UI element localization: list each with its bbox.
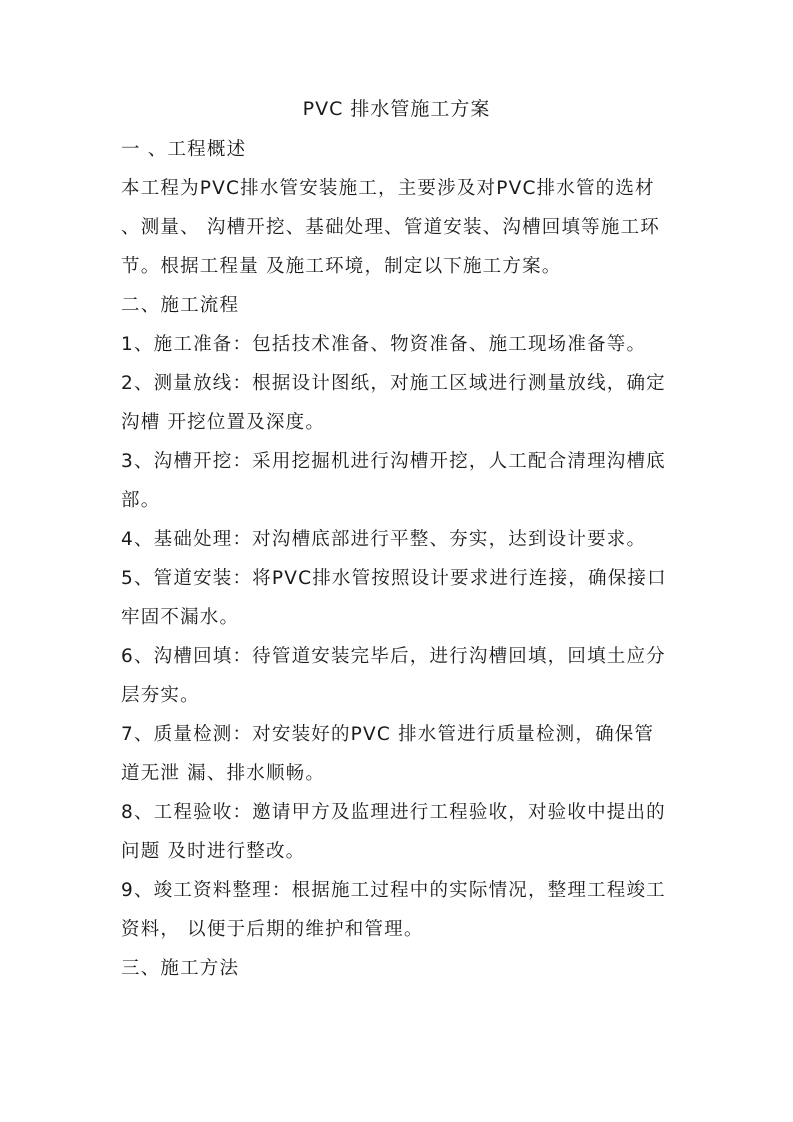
list-item: 7、质量检测：对安装好的PVC 排水管进行质量检测，确保管 — [121, 724, 655, 745]
list-item: 6、沟槽回填：待管道安装完毕后，进行沟槽回填，回填土应分 — [121, 646, 666, 667]
page-title: PVC 排水管施工方案 — [302, 98, 491, 120]
section-heading-methods: 三、施工方法 — [121, 958, 240, 979]
list-item: 8、工程验收：邀请甲方及监理进行工程验收，对验收中提出的 — [121, 802, 666, 823]
list-item-continuation: 层夯实。 — [121, 685, 200, 706]
list-item-continuation: 牢固不漏水。 — [121, 607, 240, 628]
list-item: 1、施工准备：包括技术准备、物资准备、施工现场准备等。 — [121, 334, 647, 355]
list-item: 4、基础处理：对沟槽底部进行平整、夯实，达到设计要求。 — [121, 529, 647, 550]
list-item: 3、沟槽开挖：采用挖掘机进行沟槽开挖，人工配合清理沟槽底 — [121, 451, 666, 472]
list-item: 9、竣工资料整理：根据施工过程中的实际情况，整理工程竣工 — [121, 880, 666, 901]
list-item: 2、测量放线：根据设计图纸，对施工区域进行测量放线，确定 — [121, 373, 666, 394]
list-item-continuation: 道无泄 漏、排水顺畅。 — [121, 763, 326, 784]
paragraph-line: 、测量、 沟槽开挖、基础处理、管道安装、沟槽回填等施工环 — [121, 217, 660, 238]
paragraph-line: 本工程为PVC排水管安装施工，主要涉及对PVC排水管的选材 — [121, 178, 655, 199]
list-item-continuation: 沟槽 开挖位置及深度。 — [121, 412, 326, 433]
list-item-continuation: 部。 — [121, 490, 161, 511]
list-item-continuation: 问题 及时进行整改。 — [121, 841, 306, 862]
list-item-continuation: 资料， 以便于后期的维护和管理。 — [121, 919, 424, 940]
section-heading-overview: 一 、工程概述 — [121, 139, 247, 160]
paragraph-line: 节。根据工程量 及施工环境，制定以下施工方案。 — [121, 256, 562, 277]
list-item: 5、管道安装：将PVC排水管按照设计要求进行连接，确保接口 — [121, 568, 667, 589]
section-heading-process: 二、施工流程 — [121, 295, 240, 316]
